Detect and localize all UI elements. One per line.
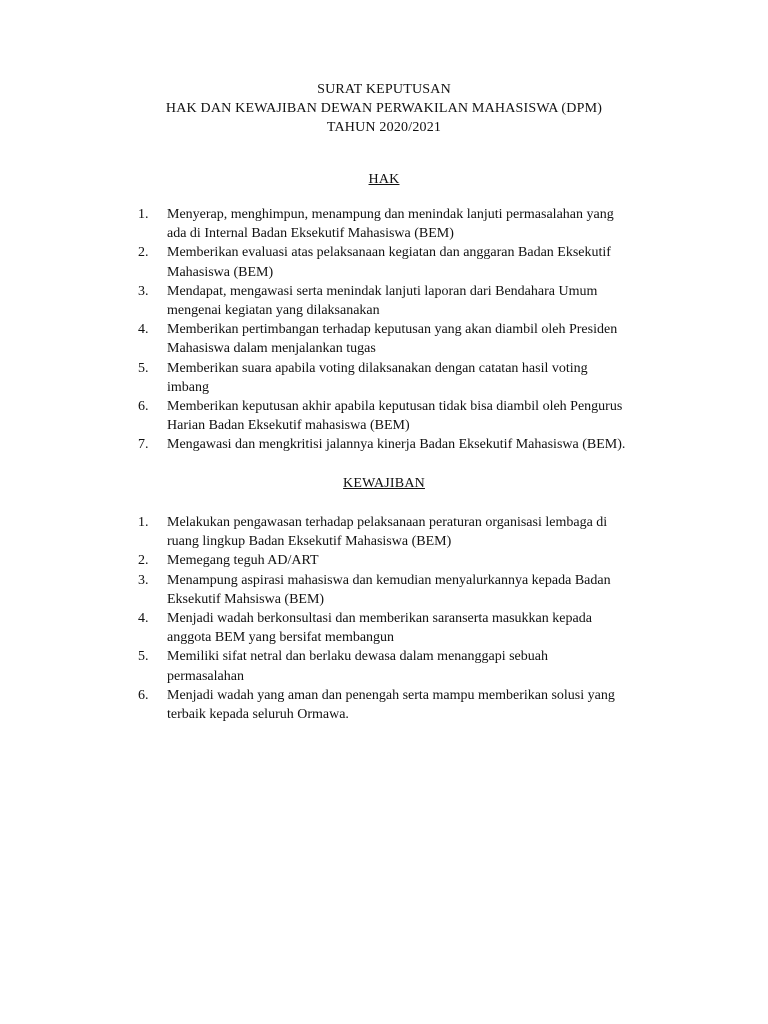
list-item (138, 686, 698, 724)
list-item (138, 282, 698, 320)
kewajiban-list (138, 513, 698, 724)
list-item-line: ruang lingkup Badan Eksekutif Mahasiswa (BEM) (167, 534, 452, 550)
list-item-number: 4. (138, 611, 149, 627)
list-item-number: 3. (138, 283, 149, 299)
list-item-line: Menjadi wadah berkonsultasi dan memberikan saranserta masukkan kepada (167, 611, 592, 627)
list-item-number: 6. (138, 399, 149, 415)
list-item-line: Memegang teguh AD/ART (167, 553, 319, 569)
list-item (138, 647, 698, 685)
list-item-number: 4. (138, 322, 149, 338)
list-item (138, 435, 698, 454)
title-line-3: TAHUN 2020/2021 (326, 120, 442, 135)
list-item (138, 397, 698, 435)
list-item (138, 205, 698, 243)
list-item-line: Memberikan evaluasi atas pelaksanaan kegiatan dan anggaran Badan Eksekutif (167, 245, 611, 261)
list-item-number: 1. (138, 515, 149, 530)
list-item-number: 6. (138, 687, 149, 703)
list-item-line: Eksekutif Mahsiswa (BEM) (167, 591, 325, 607)
list-item (138, 359, 698, 397)
list-item-line: Mahasiswa dalam menjalankan tugas (167, 341, 376, 357)
list-item-number: 2. (138, 553, 149, 569)
list-item-line: Mendapat, mengawasi serta menindak lanjuti laporan dari Bendahara Umum (167, 283, 598, 299)
list-item-line: imbang (167, 379, 209, 395)
list-item-line: permasalahan (167, 668, 244, 684)
list-item-number: 7. (138, 437, 149, 453)
list-item-number: 1. (138, 207, 149, 222)
list-item-number: 5. (138, 360, 149, 376)
list-item-line: Mengawasi dan mengkritisi jalannya kinerja Badan Eksekutif Mahasiswa (BEM). (167, 437, 626, 453)
title-line-1: SURAT KEPUTUSAN (317, 82, 451, 97)
list-item-line: Menyerap, menghimpun, menampung dan menindak lanjuti permasalahan yang (167, 207, 614, 222)
list-item-line: mengenai kegiatan yang dilaksanakan (167, 303, 380, 319)
list-item-line: anggota BEM yang bersifat membangun (167, 630, 395, 646)
list-item-line: Menampung aspirasi mahasiswa dan kemudian menyalurkannya kepada Badan (167, 572, 611, 588)
list-item (138, 551, 698, 570)
list-item-number: 3. (138, 572, 149, 588)
list-item-line: Memberikan suara apabila voting dilaksanakan dengan catatan hasil voting (167, 360, 588, 376)
document-title (0, 80, 768, 137)
list-item-line: ada di Internal Badan Eksekutif Mahasiswa (BEM) (167, 226, 454, 242)
list-item-line: Melakukan pengawasan terhadap pelaksanaan peraturan organisasi lembaga di (167, 515, 608, 530)
list-item (138, 243, 698, 281)
list-item-line: Memberikan pertimbangan terhadap keputusan yang akan diambil oleh Presiden (167, 322, 618, 338)
list-item-line: terbaik kepada seluruh Ormawa. (167, 707, 349, 723)
section-heading-kewajiban: KEWAJIBAN (343, 476, 425, 491)
list-item (138, 320, 698, 358)
list-item-line: Harian Badan Eksekutif mahasiswa (BEM) (167, 418, 410, 434)
list-item-number: 2. (138, 245, 149, 261)
list-item (138, 571, 698, 609)
section-heading-hak: HAK (368, 172, 400, 187)
list-item-number: 5. (138, 649, 149, 665)
list-item (138, 609, 698, 647)
list-item-line: Menjadi wadah yang aman dan penengah serta mampu memberikan solusi yang (167, 687, 615, 703)
list-item-line: Memberikan keputusan akhir apabila keputusan tidak bisa diambil oleh Pengurus (167, 399, 623, 415)
list-item-line: Mahasiswa (BEM) (167, 264, 274, 280)
list-item (138, 513, 698, 551)
hak-list (138, 205, 698, 455)
list-item-line: Memiliki sifat netral dan berlaku dewasa dalam menanggapi sebuah (167, 649, 548, 665)
title-line-2: HAK DAN KEWAJIBAN DEWAN PERWAKILAN MAHASISWA (DPM) (165, 101, 603, 116)
